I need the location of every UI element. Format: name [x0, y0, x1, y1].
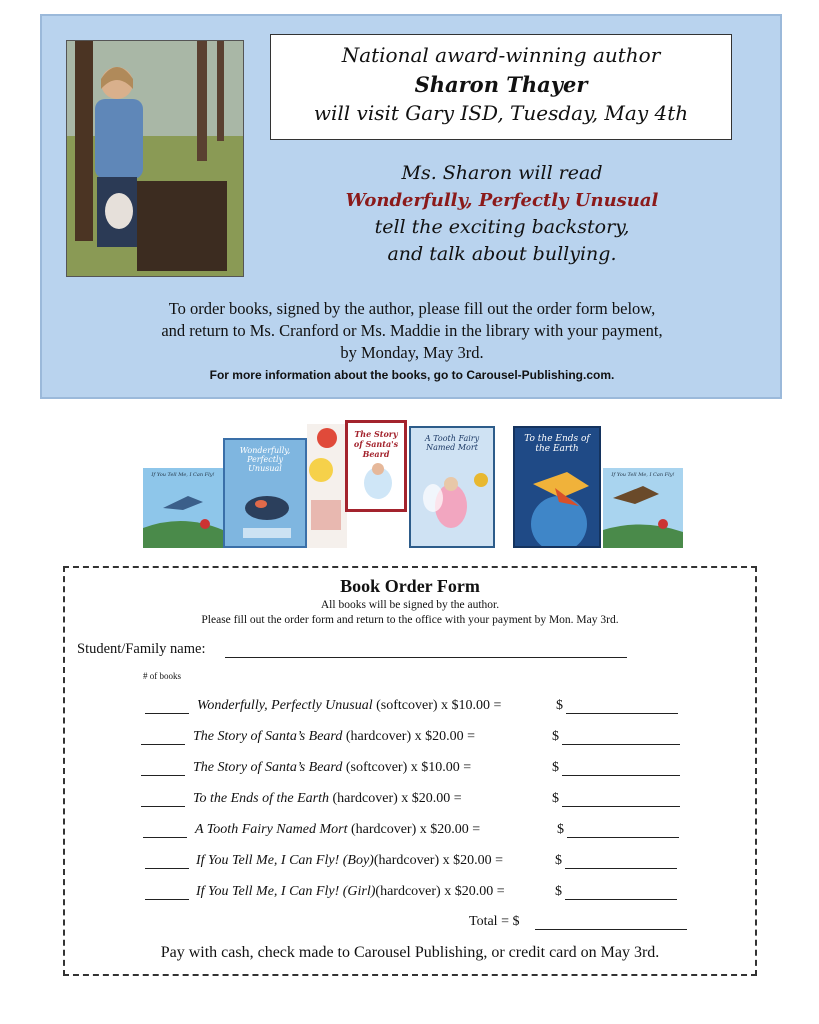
visit-date: will visit Gary ISD, Tuesday, May 4th [313, 101, 689, 125]
book-order-form [63, 566, 757, 976]
cover-art [515, 428, 601, 548]
reading-book-title: Wonderfully, Perfectly Unusual [345, 190, 659, 211]
book-price: (hardcover) x $20.00 = [347, 822, 481, 837]
book-title: Wonderfully, Perfectly Unusual [197, 698, 373, 713]
form-subtitle-instructions: Please fill out the order form and return to the office with your payment by Mon. May 3rd. [201, 614, 619, 626]
author-photo-image [67, 41, 243, 276]
book-price: (softcover) x $10.00 = [342, 760, 472, 775]
order-instructions [62, 298, 762, 386]
cover-title: A Tooth Fairy Named Mort [424, 434, 480, 452]
reading-description [262, 160, 742, 268]
book-description [196, 853, 503, 869]
amount-field[interactable] [566, 713, 678, 714]
book-title: The Story of Santa’s Beard [193, 729, 343, 744]
total-amount-field[interactable] [535, 929, 687, 930]
quantity-field[interactable] [141, 806, 185, 807]
book-title: The Story of Santa’s Beard [193, 760, 343, 775]
cover-if-you-tell-me-girl [603, 468, 683, 548]
book-price: (hardcover) x $20.00 = [329, 791, 462, 806]
total-label: Total = $ [469, 914, 520, 929]
book-covers [143, 420, 683, 552]
num-books-label: # of books [143, 671, 181, 681]
order-line1: To order books, signed by the author, please fill out the order form below, [168, 299, 656, 318]
cover-wonderfully-perfectly-unusual [223, 438, 307, 548]
payment-note: Pay with cash, check made to Carousel Publishing, or credit card on May 3rd. [160, 944, 660, 961]
author-name: Sharon Thayer [414, 72, 588, 97]
form-subtitle-signed: All books will be signed by the author. [320, 599, 500, 611]
dollar-sign: $ [555, 884, 562, 899]
cover-story-of-santas-beard [345, 420, 407, 512]
cover-title: If You Tell Me, I Can Fly! [151, 472, 215, 478]
cover-title: If You Tell Me, I Can Fly! [611, 472, 675, 478]
book-price: (softcover) x $10.00 = [372, 698, 502, 713]
cover-art [411, 428, 495, 548]
amount-field[interactable] [562, 775, 680, 776]
student-name-field[interactable] [225, 657, 627, 658]
reading-line4: and talk about bullying. [387, 243, 617, 265]
cover-title: Wonderfully, Perfectly Unusual [239, 446, 291, 473]
dollar-sign: $ [552, 760, 559, 775]
student-name-label: Student/Family name: [77, 641, 206, 657]
book-description [193, 729, 475, 745]
cover-santas-beard-promo [307, 424, 347, 548]
cover-art [348, 423, 407, 512]
quantity-field[interactable] [141, 744, 185, 745]
book-title: If You Tell Me, I Can Fly! (Boy) [196, 853, 374, 868]
form-title: Book Order Form [340, 576, 480, 596]
quantity-field[interactable] [145, 868, 189, 869]
order-line3: by Monday, May 3rd. [340, 343, 484, 362]
cover-title: To the Ends of the Earth [524, 434, 590, 454]
santa-promo-art [307, 424, 347, 548]
book-price: (hardcover) x $20.00 = [373, 853, 504, 868]
quantity-field[interactable] [145, 713, 189, 714]
event-banner [40, 14, 782, 399]
book-description [197, 698, 501, 714]
dollar-sign: $ [552, 729, 559, 744]
cover-to-the-ends-of-the-earth [513, 426, 601, 548]
book-title: If You Tell Me, I Can Fly! (Girl) [196, 884, 376, 899]
dollar-sign: $ [556, 698, 563, 713]
headline-box [270, 34, 732, 140]
cover-tooth-fairy-named-mort [409, 426, 495, 548]
dollar-sign: $ [555, 853, 562, 868]
headline-line1: National award-winning author [341, 43, 661, 67]
more-info-prefix: For more information about the books, go to [209, 368, 467, 382]
publisher-website: Carousel-Publishing.com. [466, 368, 615, 382]
cover-if-you-tell-me-boy [143, 468, 223, 548]
book-description [193, 760, 471, 776]
cover-art [603, 468, 683, 548]
book-description [196, 884, 505, 900]
amount-field[interactable] [565, 868, 677, 869]
dollar-sign: $ [552, 791, 559, 806]
reading-line3: tell the exciting backstory, [374, 216, 630, 238]
cover-art [143, 468, 223, 548]
book-title: A Tooth Fairy Named Mort [195, 822, 348, 837]
amount-field[interactable] [562, 806, 680, 807]
author-photo [66, 40, 244, 277]
order-line2: and return to Ms. Cranford or Ms. Maddie in the library with your payment, [161, 321, 663, 340]
book-price: (hardcover) x $20.00 = [342, 729, 476, 744]
book-title: To the Ends of the Earth [193, 791, 329, 806]
reading-line1: Ms. Sharon will read [401, 162, 603, 184]
book-description [195, 822, 480, 838]
amount-field[interactable] [565, 899, 677, 900]
more-info [62, 364, 762, 386]
amount-field[interactable] [562, 744, 680, 745]
dollar-sign: $ [557, 822, 564, 837]
book-description [193, 791, 462, 807]
cover-title: The Story of Santa's Beard [353, 429, 399, 459]
quantity-field[interactable] [145, 899, 189, 900]
quantity-field[interactable] [141, 775, 185, 776]
quantity-field[interactable] [143, 837, 187, 838]
cover-art [225, 440, 307, 548]
book-price: (hardcover) x $20.00 = [375, 884, 505, 899]
amount-field[interactable] [567, 837, 679, 838]
